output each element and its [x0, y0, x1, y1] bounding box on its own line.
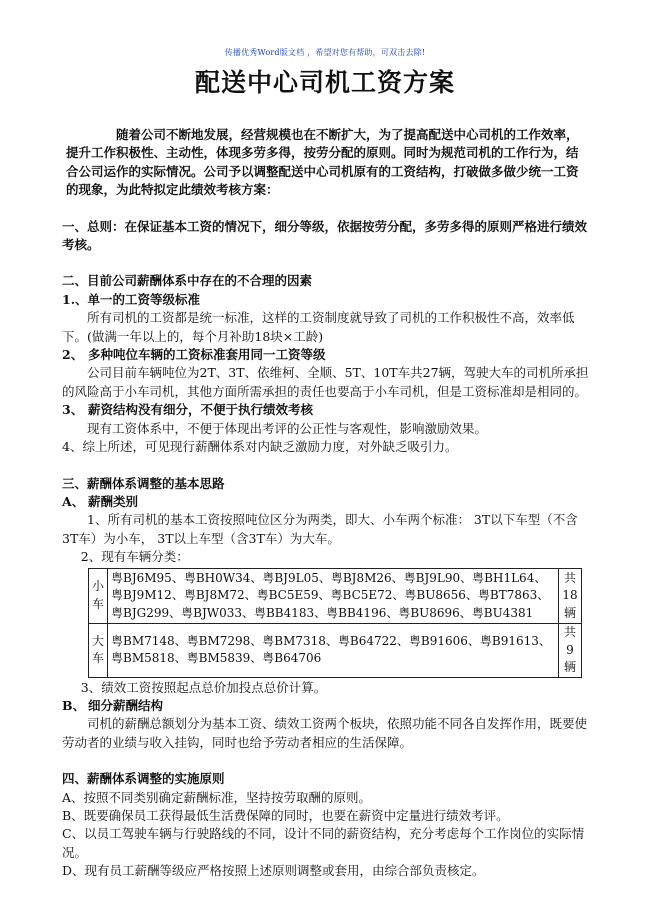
section-3-b-number: B、 [62, 697, 86, 713]
table-row [89, 568, 582, 624]
intro-paragraph: 随着公司不断地发展，经营规模也在不断扩大，为了提高配送中心司机的工作效率，提升工作积极性、主动性，体现多劳多得，按劳分配的原则。同时为规范司机的工作行为，结合公司运作的实际情况。公司予以调整配送中心司机原有的工资结构，打破做多做少统一工资的现象，为此特拟定此绩效考核方案： [66, 127, 579, 198]
section-2-item3-label: 薪资结构没有细分，不便于执行绩效考核 [88, 402, 314, 418]
section-4-item-a: A、按照不同类别确定薪酬标准，坚持按劳取酬的原则。 [62, 789, 372, 805]
section-4-heading: 四、薪酬体系调整的实施原则 [62, 771, 225, 787]
section-3-a-text2: 2、现有车辆分类： [80, 549, 189, 565]
header-note: 传播优秀Word版文档 ，希望对您有帮助，可双击去除! [224, 48, 426, 57]
section-2-item3-title [62, 401, 590, 419]
section-2-heading: 二、目前公司薪酬体系中存在的不合理的因素 [62, 273, 313, 289]
section-2-item2-title [62, 346, 590, 364]
section-3-b-text: 司机的薪酬总额划分为基本工资、绩效工资两个板块，依照功能不同各自发挥作用，既要使劳动者的业绩与收入挂钩，同时也给予劳动者相应的生活保障。 [62, 716, 588, 750]
section-3-b-title [62, 697, 590, 715]
section-1-general: 一、总则：在保证基本工资的情况下，细分等级，依据按劳分配，多劳多得的原则严格进行绩效考核。 [62, 218, 588, 253]
section-2-item1-title: 1.、单一的工资等级标准 [62, 291, 201, 307]
section-4-item-c: C、以员工驾驶车辆与行驶路线的不同，设计不同的薪资结构，充分考虑每个工作岗位的实际情况。 [62, 826, 585, 860]
section-3-a-label: 薪酬类别 [88, 493, 139, 509]
section-2-item2-text: 公司目前车辆吨位为2T、3T、依维柯、全顺、5T、10T车共27辆，驾驶大车的司机所承担的风险高于小车司机，其他方面所需承担的责任也要高于小车司机，但是工资标准却是相同的。 [62, 365, 589, 399]
section-2-item3-text: 现有工资体系中，不便于体现出考评的公正性与客观性，影响激励效果。 [87, 420, 488, 436]
section-3-b-label: 细分薪酬结构 [88, 697, 164, 713]
section-2-item4-text: 4、综上所述，可见现行薪酬体系对内缺乏激励力度，对外缺乏吸引力。 [62, 439, 458, 455]
section-4-item-b: B、既要确保员工获得最低生活费保障的同时，也要在薪资中定量进行绩效考评。 [62, 807, 509, 823]
vehicle-count-cell: 共18辆 [559, 568, 582, 624]
vehicle-type-cell: 小车 [89, 568, 108, 624]
document-body [62, 126, 590, 881]
section-2-item2-number: 2、 [62, 347, 84, 363]
section-3-a-number: A、 [62, 493, 85, 509]
section-4-item-d: D、现有员工薪酬等级应严格按照上述原则调整或套用，由综合部负责核定。 [62, 863, 485, 879]
vehicle-type-cell: 大车 [89, 624, 108, 678]
plate-list-cell: 粤BM7148、粤BM7298、粤BM7318、粤B64722、粤B91606、粤B91613、粤BM5818、粤BM5839、粤B64706 [108, 624, 559, 678]
section-2-item2-label: 多种吨位车辆的工资标准套用同一工资等级 [88, 347, 326, 363]
table-row [89, 624, 582, 678]
plate-list-cell: 粤BJ6M95、粤BH0W34、粤BJ9L05、粤BJ8M26、粤BJ9L90、粤BH1L64、粤BJ9M12、粤BJ8M72、粤BC5E59、粤BC5E72、粤BU8656、粤BT7863、粤BJG299、粤BJW033、粤BB4183、粤BB4196、粤BU8696、粤BU4381 [108, 568, 559, 624]
section-3-a-text3: 3、绩效工资按照起点总价加投点总价计算。 [80, 679, 327, 695]
section-3-heading: 三、薪酬体系调整的基本思路 [62, 475, 225, 491]
vehicle-count-cell: 共9辆 [559, 624, 582, 678]
fleet-table [88, 568, 582, 678]
section-2-item1-text: 所有司机的工资都是统一标准，这样的工资制度就导致了司机的工作积极性不高，效率低下。(做满一年以上的，每个月补助18块×工龄) [62, 310, 575, 344]
section-3-a-text1: 1、所有司机的基本工资按照吨位区分为两类，即大、小车两个标准： 3T以下车型（不含3T车）为小车， 3T以上车型（含3T车）为大车。 [62, 512, 578, 546]
document-title: 配送中心司机工资方案 [194, 68, 455, 97]
section-3-a-title [62, 493, 590, 511]
section-2-item3-number: 3、 [62, 402, 84, 418]
